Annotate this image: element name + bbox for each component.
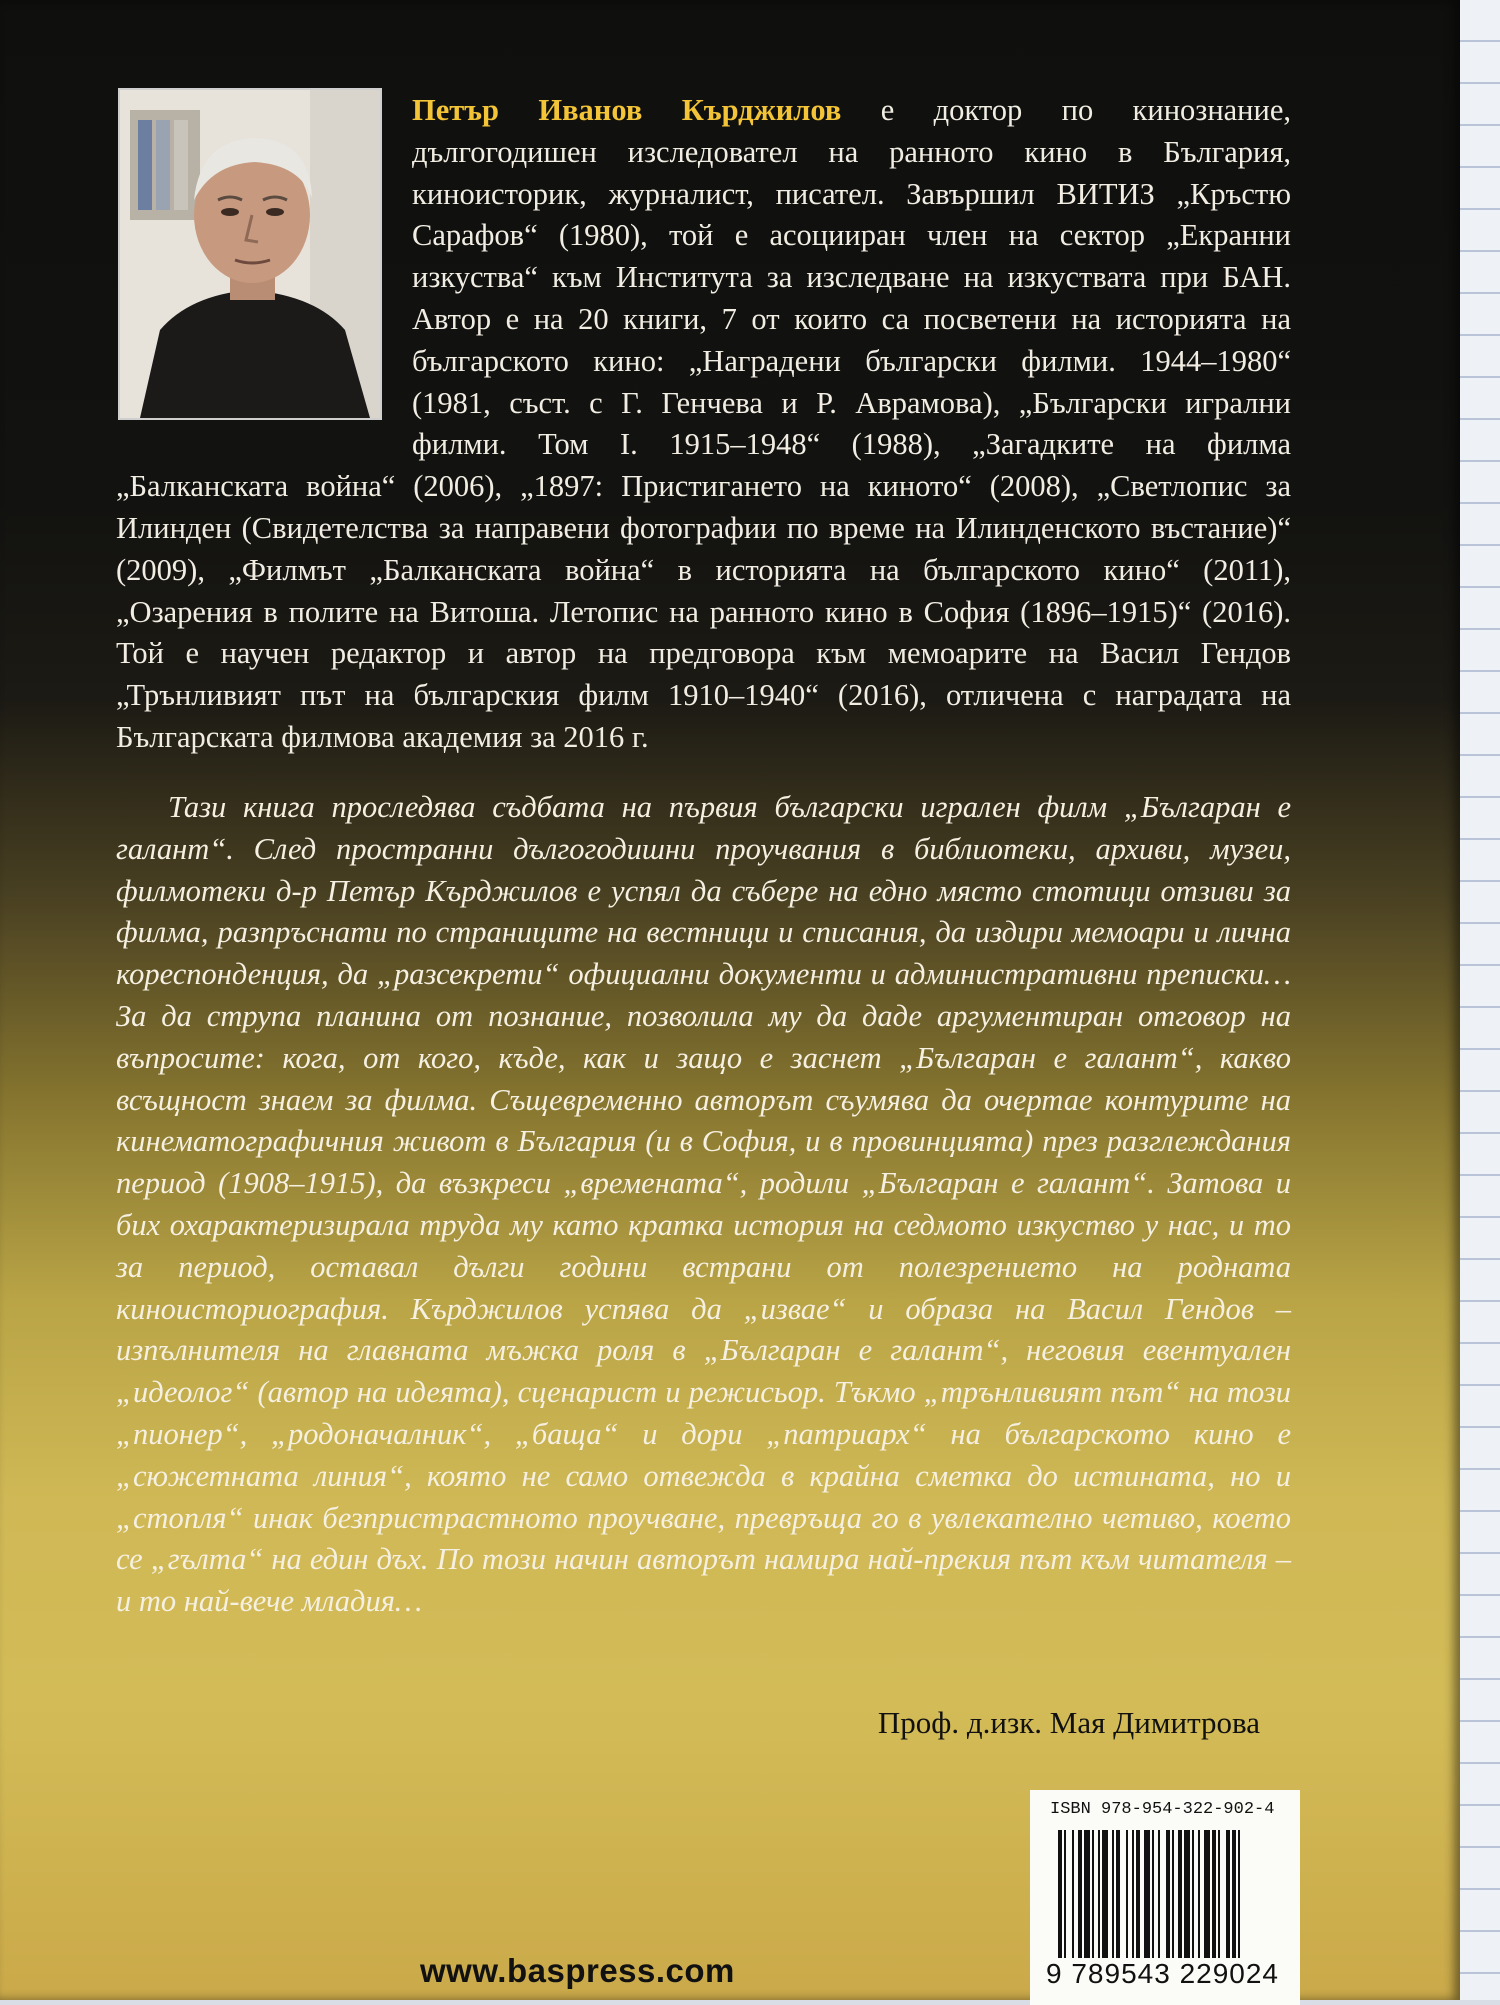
- notebook-paper-edge: [1460, 0, 1500, 2000]
- barcode-bar: [1158, 1830, 1160, 1958]
- barcode-bar: [1144, 1830, 1150, 1958]
- barcode-bar: [1204, 1830, 1210, 1958]
- barcode-bar: [1092, 1830, 1094, 1958]
- author-bio: [116, 90, 1291, 759]
- barcode-bar: [1184, 1830, 1190, 1958]
- barcode-bar: [1098, 1830, 1100, 1958]
- photo-wrap-space: [116, 90, 412, 436]
- barcode-bar: [1132, 1830, 1134, 1958]
- barcode-bar: [1116, 1830, 1120, 1958]
- barcode-bar: [1232, 1830, 1236, 1958]
- barcode-bar: [1072, 1830, 1074, 1958]
- barcode-bar: [1064, 1830, 1066, 1958]
- barcode-bar: [1192, 1830, 1194, 1958]
- barcode-bar: [1126, 1830, 1128, 1958]
- barcode-icon: [1058, 1830, 1288, 1958]
- barcode-bar: [1136, 1830, 1140, 1958]
- isbn-digits: 9 789543 229024: [1046, 1958, 1279, 1989]
- barcode-bar: [1078, 1830, 1082, 1958]
- barcode-bar: [1218, 1830, 1220, 1958]
- barcode-box: [1030, 1790, 1300, 2005]
- publisher-website: www.baspress.com: [420, 1952, 735, 1989]
- barcode-bar: [1102, 1830, 1108, 1958]
- barcode-bar: [1198, 1830, 1200, 1958]
- barcode-bar: [1172, 1830, 1174, 1958]
- author-name: Петър Иванов Кърджилов: [412, 93, 842, 127]
- barcode-bar: [1178, 1830, 1182, 1958]
- barcode-bar: [1226, 1830, 1230, 1958]
- barcode-bar: [1212, 1830, 1216, 1958]
- barcode-bar: [1238, 1830, 1240, 1958]
- barcode-bar: [1166, 1830, 1170, 1958]
- review-signature: Проф. д.изк. Мая Димитрова: [877, 1705, 1260, 1740]
- isbn-label: ISBN 978-954-322-902-4: [1050, 1800, 1275, 1819]
- author-bio-text: е доктор по кинознание, дългогодишен изследовател на ранното кино в България, киноисторик, журналист, писател. Завършил ВИТИЗ „Кръстю Сарафов“ (1980), той е асоцииран член на сектор „Екранни изкуства“ към Института за изследване на изкуствата при БАН. Автор е на 20 книги, 7 от които са посветени на историята на българското кино: „Наградени български филми. 1944–1980“ (1981, съст. с Г. Генчева и Р. Аврамова), „Български игрални филми. Том I. 1915–1948“ (1988), „Загадките на филма „Балканската война“ (2006), „1897: Пристигането на киното“ (2008), „Светлопис за Илинден (Свидетелства за направени фотографии по време на Илинденското въстание)“ (2009), „Филмът „Балканската война“ в историята на българското кино“ (2011), „Озарения в полите на Витоша. Летопис на ранното кино в София (1896–1915)“ (2016). Той е научен редактор и автор на предговора към мемоарите на Васил Гендов „Трънливият път на българския филм 1910–1940“ (2016), отличена с наградата на Българската филмова академия за 2016 г.: [116, 93, 1291, 754]
- review-text: Тази книга проследява съдбата на първия български игрален филм „Българан е галант“. След пространни дългогодишни проучвания в библиотеки, архиви, музеи, филмотеки д-р Петър Кърджилов е успял да събере на едно място стотици отзиви за филма, разпръснати по страниците на вестници и списания, да издири мемоари и лична кореспонденция, да „разсекрети“ официални документи и административни преписки… За да струпа планина от познание, позволила му да даде аргументиран отговор на въпросите: кога, от кого, къде, как и защо е заснет „Българан е галант“, какво всъщност знаем за филма. Същевременно авторът съумява да очертае контурите на кинематографичния живот в България (и в София, и в провинцията) през разглеждания период (1908–1915), да възкреси „времената“, родили „Българан е галант“. Затова и бих охарактеризирала труда му като кратка история на седмото изкуство у нас, и то за период, оставал дълги години встрани от полезрението на родната киноисториография. Кърджилов успява да „извае“ и образа на Васил Гендов – изпълнителя на главната мъжка роля в „Българан е галант“, неговия евентуален „идеолог“ (автор на идеята), сценарист и режисьор. Тъкмо „трънливият път“ на този „пионер“, „родоначалник“, „баща“ и дори „патриарх“ на българското кино е „сюжетната линия“, която не само отвежда в крайна сметка до истината, но и „стопля“ инак безпристрастното проучване, превръща го в увлекателно четиво, което се „гълта“ на един дъх. По този начин авторът намира най-прекия път към читателя – и то най-вече младия…: [116, 790, 1291, 1619]
- barcode-bar: [1112, 1830, 1114, 1958]
- barcode-bar: [1152, 1830, 1154, 1958]
- barcode-bar: [1058, 1830, 1062, 1958]
- barcode-bar: [1084, 1830, 1090, 1958]
